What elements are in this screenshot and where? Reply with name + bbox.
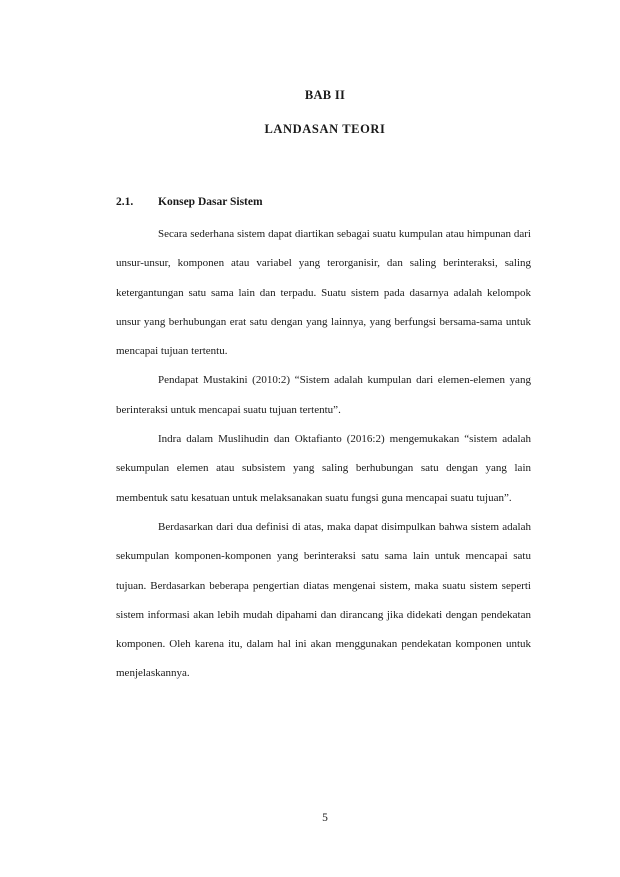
section-number: 2.1.	[116, 196, 134, 208]
paragraph: Secara sederhana sistem dapat diartikan sebagai suatu kumpulan atau himpunan dari unsur-unsur, komponen atau variabel yang terorganisir, dan saling berinteraksi, saling ketergantungan satu sama lain dan terpadu. Suatu sistem pada dasarnya adalah kelompok unsur yang berhubungan erat satu dengan yang lainnya, yang berfungsi bersama-sama untuk mencapai tujuan tertentu.	[116, 228, 531, 358]
paragraph: Indra dalam Muslihudin dan Oktafianto (2016:2) mengemukakan “sistem adalah sekumpulan elemen atau subsistem yang saling berhubungan satu dengan yang lain membentuk satu kesatuan untuk melaksanakan suatu fungsi guna mencapai suatu tujuan”.	[116, 433, 531, 504]
body-text	[116, 220, 531, 689]
chapter-title: LANDASAN TEORI	[264, 122, 386, 136]
paragraph: Pendapat Mustakini (2010:2) “Sistem adalah kumpulan dari elemen-elemen yang berinteraksi untuk mencapai suatu tujuan tertentu”.	[116, 374, 531, 416]
section-title: Konsep Dasar Sistem	[158, 196, 263, 208]
chapter-number: BAB II	[304, 88, 346, 102]
section-heading	[116, 196, 263, 208]
page-number: 5	[322, 812, 328, 824]
paragraph: Berdasarkan dari dua definisi di atas, maka dapat disimpulkan bahwa sistem adalah sekumpulan komponen-komponen yang berinteraksi satu sama lain untuk mencapai satu tujuan. Berdasarkan beberapa pengertian diatas mengenai sistem, maka suatu sistem seperti sistem informasi akan lebih mudah dipahami dan dirancang jika didekati dengan pendekatan komponen. Oleh karena itu, dalam hal ini akan menggunakan pendekatan komponen untuk menjelaskannya.	[116, 520, 531, 680]
